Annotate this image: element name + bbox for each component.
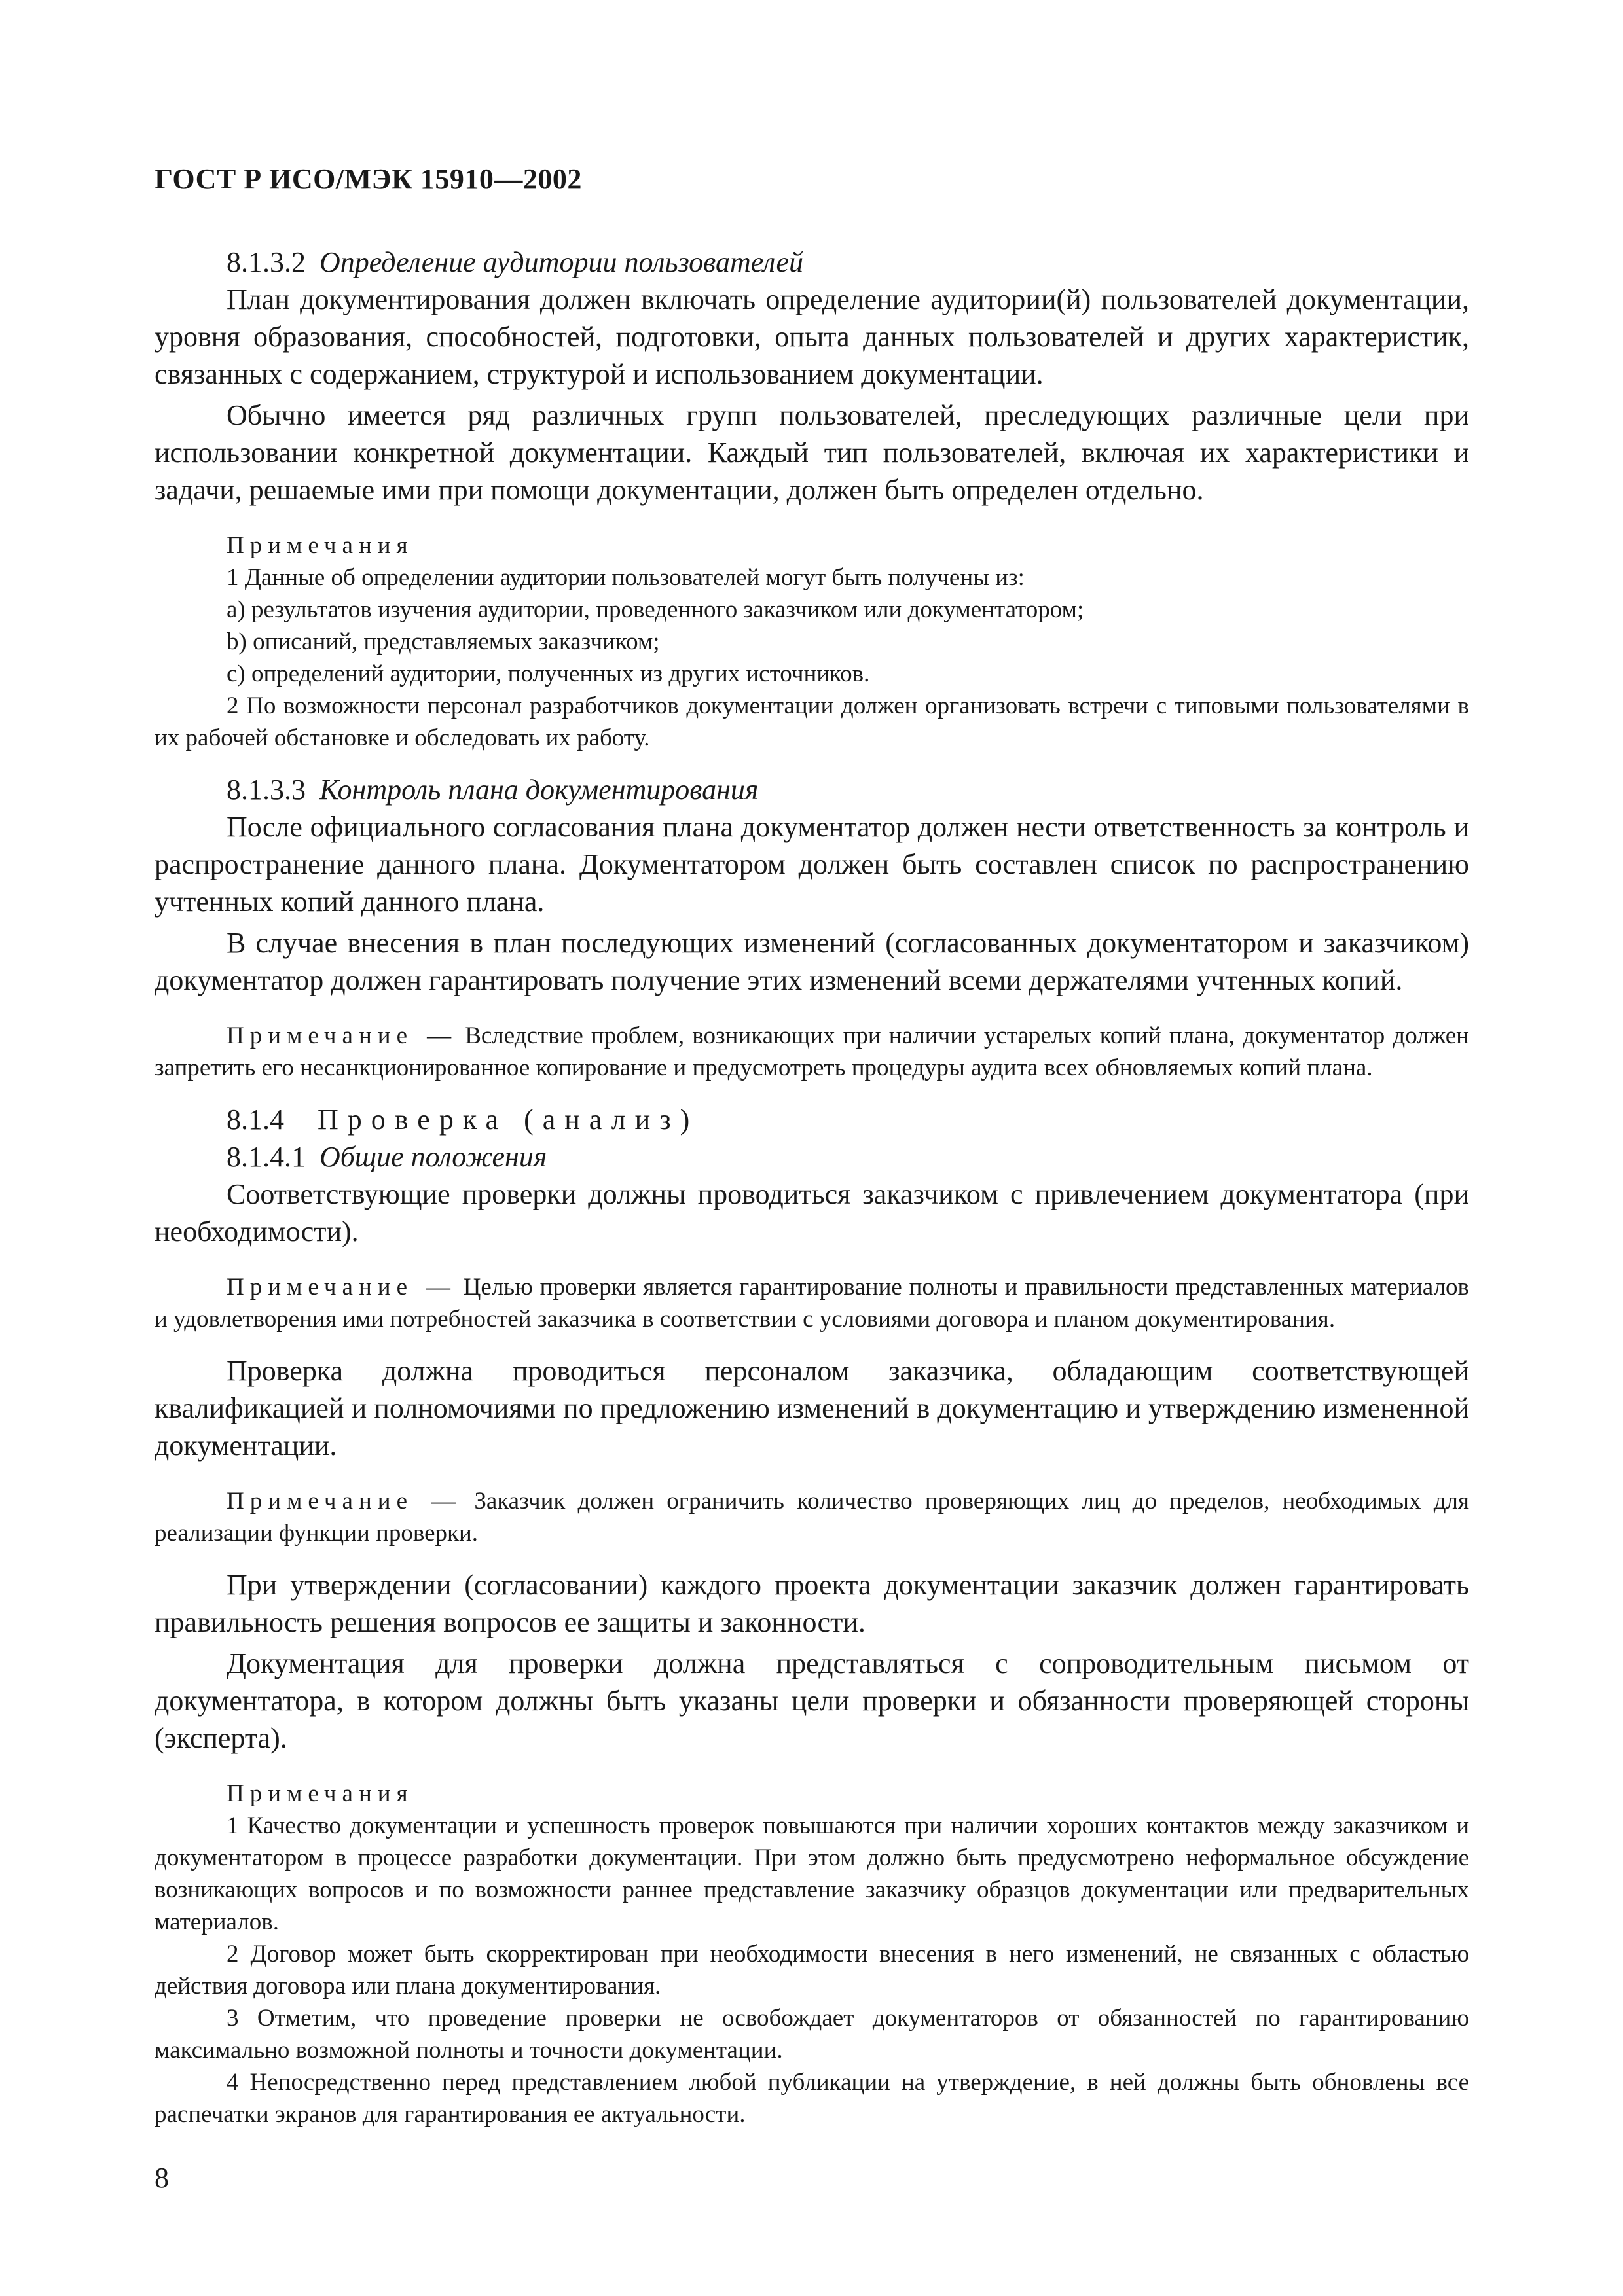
- note-item: b) описаний, представляемых заказчиком;: [227, 628, 660, 655]
- note-lead: Примечание —: [227, 1488, 462, 1515]
- section-heading-814: [155, 1101, 1469, 1138]
- section-number: 8.1.3.3: [227, 774, 306, 806]
- paragraph: Проверка должна проводиться персоналом заказчика, обладающим соответствующей квалификацией и полномочиями по предложению изменений в документацию и утверждению измененной документации.: [155, 1355, 1469, 1462]
- section-heading-8132: [155, 243, 1469, 281]
- notes-title: Примечания: [227, 1780, 414, 1807]
- note-item: 2 По возможности персонал разработчиков документации должен организовать встречи с типовыми пользователями в их рабочей обстановке и обследовать их работу.: [155, 692, 1469, 751]
- section-title: Определение аудитории пользователей: [319, 246, 803, 278]
- document-header: ГОСТ Р ИСО/МЭК 15910—2002: [155, 163, 582, 195]
- note: [155, 1485, 1469, 1549]
- section-title: Контроль плана документирования: [319, 774, 759, 806]
- section-title: Общие положения: [319, 1141, 547, 1173]
- note-text: Вследствие проблем, возникающих при наличии устарелых копий плана, документатор должен запретить его несанкционированное копирование и предусмотреть процедуры аудита всех обновляемых копий плана.: [155, 1022, 1469, 1081]
- paragraph: При утверждении (согласовании) каждого проекта документации заказчик должен гарантировать правильность решения вопросов ее защиты и законности.: [155, 1569, 1469, 1638]
- section-title: Проверка (анализ): [318, 1103, 699, 1136]
- section-number: 8.1.3.2: [227, 246, 306, 278]
- page-content: [155, 243, 1469, 2130]
- note-item: 1 Качество документации и успешность проверок повышаются при наличии хороших контактов между заказчиком и документатором в процессе разработки документации. При этом должно быть предусмотрено неформальное обсуждение возникающих вопросов и по возможности раннее представление заказчику образцов документации или предварительных материалов.: [155, 1812, 1469, 1935]
- paragraph: Соответствующие проверки должны проводиться заказчиком с привлечением документатора (при необходимости).: [155, 1178, 1469, 1247]
- paragraph: Обычно имеется ряд различных групп пользователей, преследующих различные цели при использовании конкретной документации. Каждый тип пользователей, включая их характеристики и задачи, решаемые ими при помощи документации, должен быть определен отдельно.: [155, 399, 1469, 506]
- section-heading-8141: [155, 1138, 1469, 1175]
- section-number: 8.1.4.1: [227, 1141, 306, 1173]
- note-lead: Примечание —: [227, 1022, 458, 1049]
- section-number: 8.1.4: [227, 1103, 284, 1136]
- paragraph: После официального согласования плана документатор должен нести ответственность за контроль и распространение данного плана. Документатором должен быть составлен список по распространению учтенных копий данного плана.: [155, 811, 1469, 918]
- note-text: Заказчик должен ограничить количество проверяющих лиц до пределов, необходимых для реализации функции проверки.: [155, 1488, 1469, 1547]
- note: [155, 1271, 1469, 1335]
- section-heading-8133: [155, 771, 1469, 808]
- note-item: 4 Непосредственно перед представлением любой публикации на утверждение, в ней должны быть обновлены все распечатки экранов для гарантирования ее актуальности.: [155, 2069, 1469, 2128]
- note: [155, 1020, 1469, 1084]
- note-item: a) результатов изучения аудитории, проведенного заказчиком или документатором;: [227, 596, 1084, 623]
- page-number: 8: [155, 2162, 169, 2194]
- notes-title: Примечания: [227, 532, 414, 559]
- note-item: c) определений аудитории, полученных из других источников.: [227, 660, 870, 687]
- note-item: 1 Данные об определении аудитории пользователей могут быть получены из:: [227, 564, 1025, 591]
- note-text: Целью проверки является гарантирование полноты и правильности представленных материалов и удовлетворения ими потребностей заказчика в соответствии с условиями договора и планом документирования.: [155, 1274, 1469, 1333]
- note-item: 2 Договор может быть скорректирован при необходимости внесения в него изменений, не связанных с областью действия договора или плана документирования.: [155, 1941, 1469, 2000]
- note-item: 3 Отметим, что проведение проверки не освобождает документаторов от обязанностей по гарантированию максимально возможной полноты и точности документации.: [155, 2005, 1469, 2064]
- note-lead: Примечание —: [227, 1274, 456, 1300]
- paragraph: Документация для проверки должна представляться с сопроводительным письмом от документатора, в котором должны быть указаны цели проверки и обязанности проверяющей стороны (эксперта).: [155, 1647, 1469, 1754]
- paragraph: План документирования должен включать определение аудитории(й) пользователей документации, уровня образования, способностей, подготовки, опыта данных пользователей и других характеристик, связанных с содержанием, структурой и использованием документации.: [155, 283, 1469, 390]
- paragraph: В случае внесения в план последующих изменений (согласованных документатором и заказчиком) документатор должен гарантировать получение этих изменений всеми держателями учтенных копий.: [155, 927, 1469, 996]
